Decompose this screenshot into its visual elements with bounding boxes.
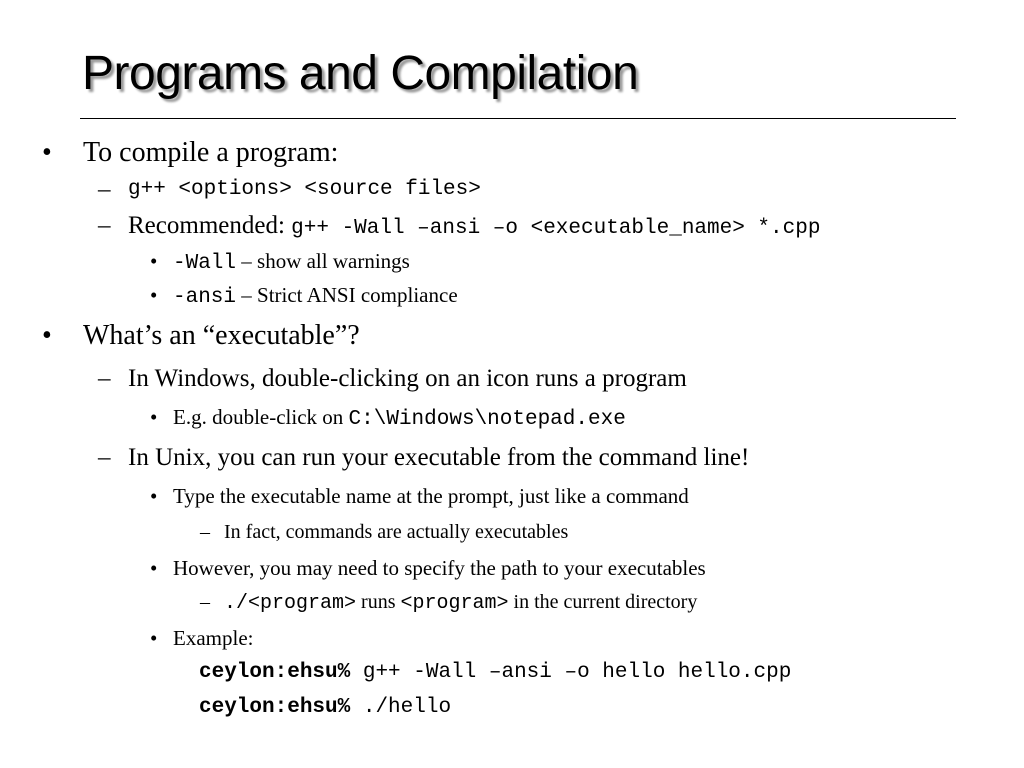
bullet-dot: • bbox=[42, 137, 52, 168]
bullet-dot: • bbox=[150, 626, 158, 650]
current-directory-text: in the current directory bbox=[513, 591, 698, 613]
notepad-path: C:\Windows\notepad.exe bbox=[348, 408, 626, 431]
bullet-whats-executable: What’s an “executable”? bbox=[83, 320, 360, 351]
run-example-command: ./hello bbox=[362, 696, 452, 719]
wall-description: – show all warnings bbox=[241, 249, 410, 273]
recommended-line bbox=[128, 211, 820, 244]
slide-title: Programs and Compilation bbox=[82, 47, 639, 100]
bullet-dot: • bbox=[150, 405, 158, 429]
example-command-line bbox=[199, 695, 451, 721]
wall-flag: -Wall bbox=[173, 252, 237, 275]
recommended-label: Recommended: bbox=[128, 212, 285, 239]
bullet-compile-program: To compile a program: bbox=[83, 137, 339, 168]
runs-word: runs bbox=[361, 591, 396, 613]
in-fact-line: In fact, commands are actually executables bbox=[224, 521, 569, 543]
bullet-dot: • bbox=[42, 320, 52, 351]
dash-marker: – bbox=[98, 212, 111, 239]
wall-option-line bbox=[173, 248, 410, 277]
windows-example-label: E.g. double-click on bbox=[173, 405, 344, 429]
bullet-dot: • bbox=[150, 556, 158, 580]
program-word: <program> bbox=[400, 592, 509, 615]
title-divider bbox=[80, 118, 956, 119]
dash-marker: – bbox=[98, 176, 111, 203]
windows-example-line bbox=[173, 404, 626, 433]
dash-marker: – bbox=[200, 521, 210, 543]
dot-slash-line bbox=[224, 590, 697, 616]
shell-prompt: ceylon:ehsu% bbox=[199, 661, 351, 684]
unix-line: In Unix, you can run your executable from the command line! bbox=[128, 444, 750, 471]
shell-prompt: ceylon:ehsu% bbox=[199, 696, 351, 719]
recommended-command: g++ -Wall –ansi –o <executable_name> *.cpp bbox=[291, 217, 821, 240]
ansi-flag: -ansi bbox=[173, 286, 237, 309]
dash-marker: – bbox=[98, 444, 111, 471]
dash-marker: – bbox=[200, 591, 210, 613]
example-command-line bbox=[199, 660, 791, 686]
example-label: Example: bbox=[173, 626, 254, 650]
ansi-description: – Strict ANSI compliance bbox=[241, 283, 458, 307]
dot-slash-program: ./<program> bbox=[224, 592, 357, 615]
bullet-dot: • bbox=[150, 249, 158, 273]
compile-command: g++ <options> <source files> bbox=[128, 178, 481, 201]
compile-example-command: g++ -Wall –ansi –o hello hello.cpp bbox=[362, 661, 792, 684]
bullet-dot: • bbox=[150, 283, 158, 307]
type-name-line: Type the executable name at the prompt, just like a command bbox=[173, 484, 689, 508]
bullet-dot: • bbox=[150, 484, 158, 508]
windows-line: In Windows, double-clicking on an icon runs a program bbox=[128, 365, 687, 392]
however-line: However, you may need to specify the path to your executables bbox=[173, 556, 706, 580]
dash-marker: – bbox=[98, 365, 111, 392]
ansi-option-line bbox=[173, 282, 458, 311]
